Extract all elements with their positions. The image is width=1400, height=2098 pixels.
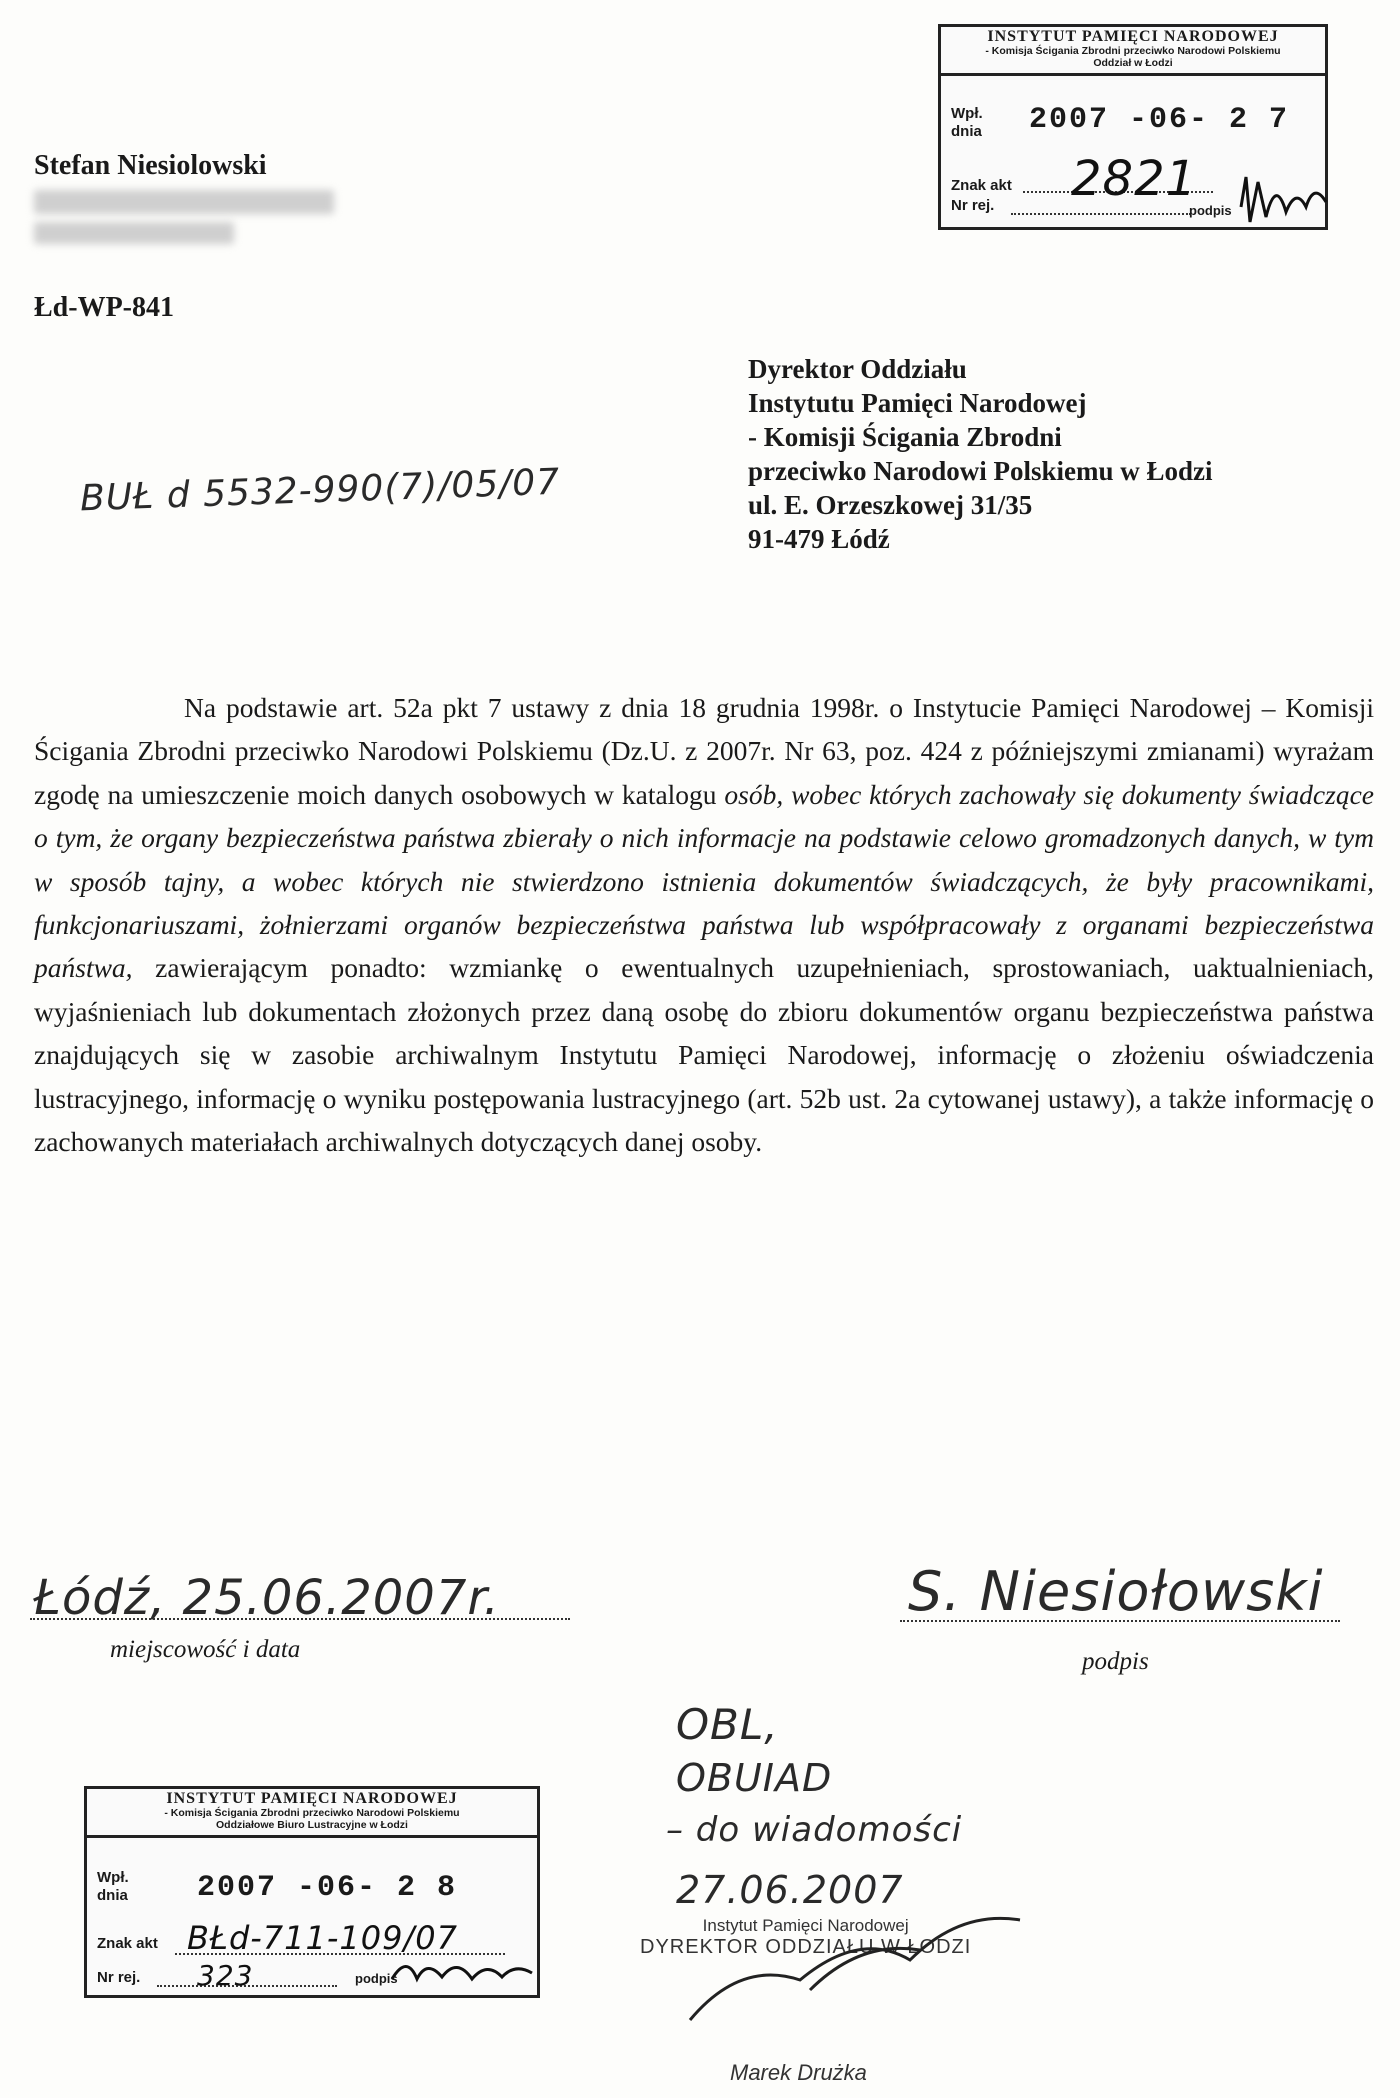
stamp-bottom-signature-label: podpis <box>355 1971 398 1986</box>
body-text-italic: osób, wobec których zachowały się dokumenty świadczące o tym, że organy bezpieczeństwa państwa zbierały o nich informacje na podstawie celowo gromadzonych danych, w tym w sposób tajny, a wobec których nie stwierdzono istnienia dokumentów świadczących, że były pracownikami, funkcjonariuszami, żołnierzami organów bezpieczeństwa państwa lub współpracowały z organami bezpieczeństwa państwa, <box>34 778 1374 984</box>
stamp-bottom-institution: INSTYTUT PAMIĘCI NARODOWEJ <box>166 1790 458 1807</box>
received-stamp-bottom <box>84 1786 540 1998</box>
recipient-line-5: ul. E. Orzeszkowej 31/35 <box>748 490 1033 520</box>
annotation-line-1: OBL, <box>676 1700 779 1749</box>
place-date-label: miejscowość i data <box>110 1636 301 1663</box>
recipient-line-3: - Komisji Ścigania Zbrodni <box>748 422 1062 452</box>
annotation-line-3: – do wiadomości <box>666 1810 963 1850</box>
redacted-address-line-2 <box>34 222 234 244</box>
sender-name: Stefan Niesiolowski <box>34 150 267 181</box>
body-text-part1: Na podstawie art. 52a pkt 7 ustawy z dnia 18 grudnia 1998r. o Instytucie Pamięci Narodowej – Komisji Ścigania Zbrodni przeciwko Narodowi Polskiemu (Dz.U. z 2007r. Nr 63, poz. 424 z późniejszymi zmianami) wyrażam zgodę na umieszczenie moich danych osobowych w katalogu <box>34 692 1374 810</box>
stamp-bottom-branch: Oddziałowe Biuro Lustracyjne w Łodzi <box>216 1819 408 1831</box>
stamp-file-mark-label: Znak akt <box>951 177 1012 194</box>
recipient-line-4: przeciwko Narodowi Polskiemu w Łodzi <box>748 456 1213 486</box>
stamp-institution: INSTYTUT PAMIĘCI NARODOWEJ <box>987 28 1279 45</box>
stamp-bottom-register-label: Nr rej. <box>97 1969 141 1986</box>
stamp-signature-label: podpis <box>1189 203 1232 218</box>
handwritten-signature: S. Niesiołowski <box>908 1560 1324 1623</box>
stamp-bottom-date-label: dnia <box>97 1887 128 1904</box>
director-name: Marek Drużka <box>730 2060 867 2085</box>
consent-body <box>34 686 1374 1163</box>
stamp-bottom-signature-scribble <box>387 1949 537 1995</box>
recipient-line-6: 91-479 Łódź <box>748 524 890 554</box>
handwritten-place-date: Łódź, 25.06.2007r. <box>34 1570 500 1626</box>
received-stamp-top <box>938 24 1328 230</box>
stamp-register-label: Nr rej. <box>951 197 995 214</box>
recipient-address <box>748 352 1213 556</box>
annotation-line-2: OBUIAD <box>676 1756 833 1800</box>
stamp-bottom-file-mark-value: BŁd-711-109/07 <box>187 1919 458 1957</box>
stamp-bottom-commission: - Komisja Ścigania Zbrodni przeciwko Narodowi Polskiemu <box>164 1807 460 1819</box>
redacted-address-line-1 <box>34 190 334 214</box>
stamp-bottom-register-value: 323 <box>197 1959 254 1992</box>
director-signature-scribble <box>660 1900 1040 2030</box>
stamp-bottom-received-label: Wpł. <box>97 1869 129 1886</box>
stamp-branch: Oddział w Łodzi <box>1093 57 1173 69</box>
stamp-received-label: Wpł. <box>951 105 983 122</box>
stamp-signature-scribble <box>1236 167 1336 237</box>
signature-label: podpis <box>1082 1648 1149 1675</box>
stamp-commission: - Komisja Ścigania Zbrodni przeciwko Narodowi Polskiemu <box>985 45 1281 57</box>
recipient-line-2: Instytutu Pamięci Narodowej <box>748 388 1087 418</box>
stamp-date-label: dnia <box>951 123 982 140</box>
stamp-bottom-received-date: 2007 -06- 2 8 <box>197 1871 458 1905</box>
stamp-received-date: 2007 -06- 2 7 <box>1029 103 1290 137</box>
stamp-bottom-file-mark-label: Znak akt <box>97 1935 158 1952</box>
director-stamp-line1: Instytut Pamięci Narodowej <box>702 1916 909 1935</box>
body-text-part3: zawierającym ponadto: wzmiankę o ewentualnych uzupełnieniach, sprostowaniach, uaktualnieniach, wyjaśnieniach lub dokumentach złożonych przez daną osobę do zbioru dokumentów organu bezpieczeństwa państwa znajdujących się w zasobie archiwalnym Instytutu Pamięci Narodowej, informację o złożeniu oświadczenia lustracyjnego, informację o wyniku postępowania lustracyjnego (art. 52b ust. 2a cytowanej ustawy), a także informację o zachowanych materiałach archiwalnych dotyczących danej osoby. <box>34 952 1374 1158</box>
recipient-line-1: Dyrektor Oddziału <box>748 354 967 384</box>
reference-number: Łd-WP-841 <box>34 292 174 323</box>
director-stamp-line2: DYREKTOR ODDZIAŁU W ŁODZI <box>640 1936 972 1958</box>
stamp-handwritten-number: 2821 <box>1071 151 1198 207</box>
handwritten-case-number: BUŁ d 5532-990(7)/05/07 <box>79 461 561 520</box>
annotation-line-4: 27.06.2007 <box>676 1868 904 1912</box>
